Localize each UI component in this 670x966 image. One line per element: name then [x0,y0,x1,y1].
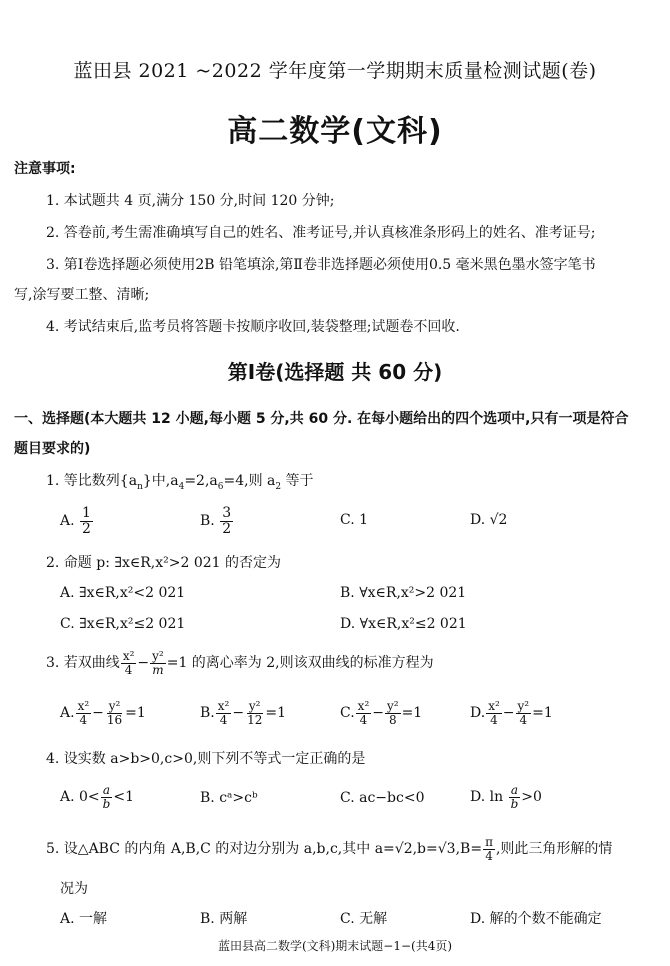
question-2-option-b: B. ∀x∈R,x²>2 021 [340,585,467,601]
note-item-1: 1. 本试题共 4 页,满分 150 分,时间 120 分钟; [46,193,335,209]
question-1-option-d: D. √2 [470,512,508,528]
question-2-stem: 2. 命题 p: ∃x∈R,x²>2 021 的否定为 [46,555,281,571]
question-4-stem: 4. 设实数 a>b>0,c>0,则下列不等式一定正确的是 [46,751,366,767]
question-1-option-c: C. 1 [340,512,369,528]
question-4-option-b: B. cᵃ>cᵇ [200,790,258,806]
question-2-option-c: C. ∃x∈R,x²≤2 021 [60,616,186,632]
question-3-option-b: B. $\frac{\text{x²}}{4}$ − $\frac{\text{y²}}{12}$ =1 [200,699,286,727]
question-5-stem: 5. 设△ABC 的内角 A,B,C 的对边分别为 a,b,c,其中 a=√2,b=√3,B= $\frac{\pi}{4}$ ,则此三角形解的情 [46,835,613,863]
question-5-option-c: C. 无解 [340,911,388,927]
note-item-4: 4. 考试结束后,监考员将答题卡按顺序收回,装袋整理;试题卷不回收. [46,319,460,335]
question-5-option-b: B. 两解 [200,911,248,927]
question-3-stem: 3. 若双曲线 $\frac{\text{x²}}{4}$ − $\frac{\text{y²}}{m}$ =1 的离心率为 2,则该双曲线的标准方程为 [46,649,434,677]
question-4-option-a: A. 0< $\frac{a}{b}$ <1 [60,783,134,811]
question-5-option-a: A. 一解 [60,911,108,927]
question-1-option-a: A. $\frac{1}{2}$ [60,505,91,537]
question-1-stem: 1. 等比数列$\{a_n\}$中$,a_4=2,a_6=4$,则 $a_2$ 等于 [46,473,314,492]
note-item-3-cont: 写,涂写要工整、清晰; [14,287,150,303]
question-1-option-b: B. $\frac{3}{2}$ [200,505,232,537]
question-5-stem-cont: 况为 [60,881,88,897]
section-title: 第Ⅰ卷(选择题 共 60 分) [227,360,443,384]
question-4-option-d: D. ln $\frac{a}{b}$ >0 [470,783,542,811]
part-heading-cont: 题目要求的) [14,441,91,457]
part-heading: 一、选择题(本大题共 12 小题,每小题 5 分,共 60 分. 在每小题给出的四个选项中,只有一项是符合 [14,411,629,427]
question-2-option-d: D. ∀x∈R,x²≤2 021 [340,616,467,632]
notes-heading: 注意事项: [14,161,76,177]
note-item-2: 2. 答卷前,考生需准确填写自己的姓名、准考证号,并认真核准条形码上的姓名、准考证号; [46,225,596,241]
question-4-option-c: C. ac−bc<0 [340,790,425,806]
exam-title: 蓝田县 2021 ~2022 学年度第一学期期末质量检测试题(卷) [73,60,597,82]
question-2-option-a: A. ∃x∈R,x²<2 021 [60,585,186,601]
exam-subtitle: 高二数学(文科) [227,114,443,149]
question-3-option-c: C. $\frac{\text{x²}}{4}$ − $\frac{\text{y²}}{8}$ =1 [340,699,423,727]
question-3-option-a: A. $\frac{\text{x²}}{4}$ − $\frac{\text{y²}}{16}$ =1 [60,699,146,727]
note-item-3: 3. 第Ⅰ卷选择题必须使用2B 铅笔填涂,第Ⅱ卷非选择题必须使用0.5 毫米黑色墨水签字笔书 [46,257,596,273]
question-3-option-d: D. $\frac{\text{x²}}{4}$ − $\frac{\text{y²}}{4}$ =1 [470,699,553,727]
question-5-option-d: D. 解的个数不能确定 [470,911,602,927]
page-footer: 蓝田县高二数学(文科)期末试题−1−(共4页) [217,939,453,953]
